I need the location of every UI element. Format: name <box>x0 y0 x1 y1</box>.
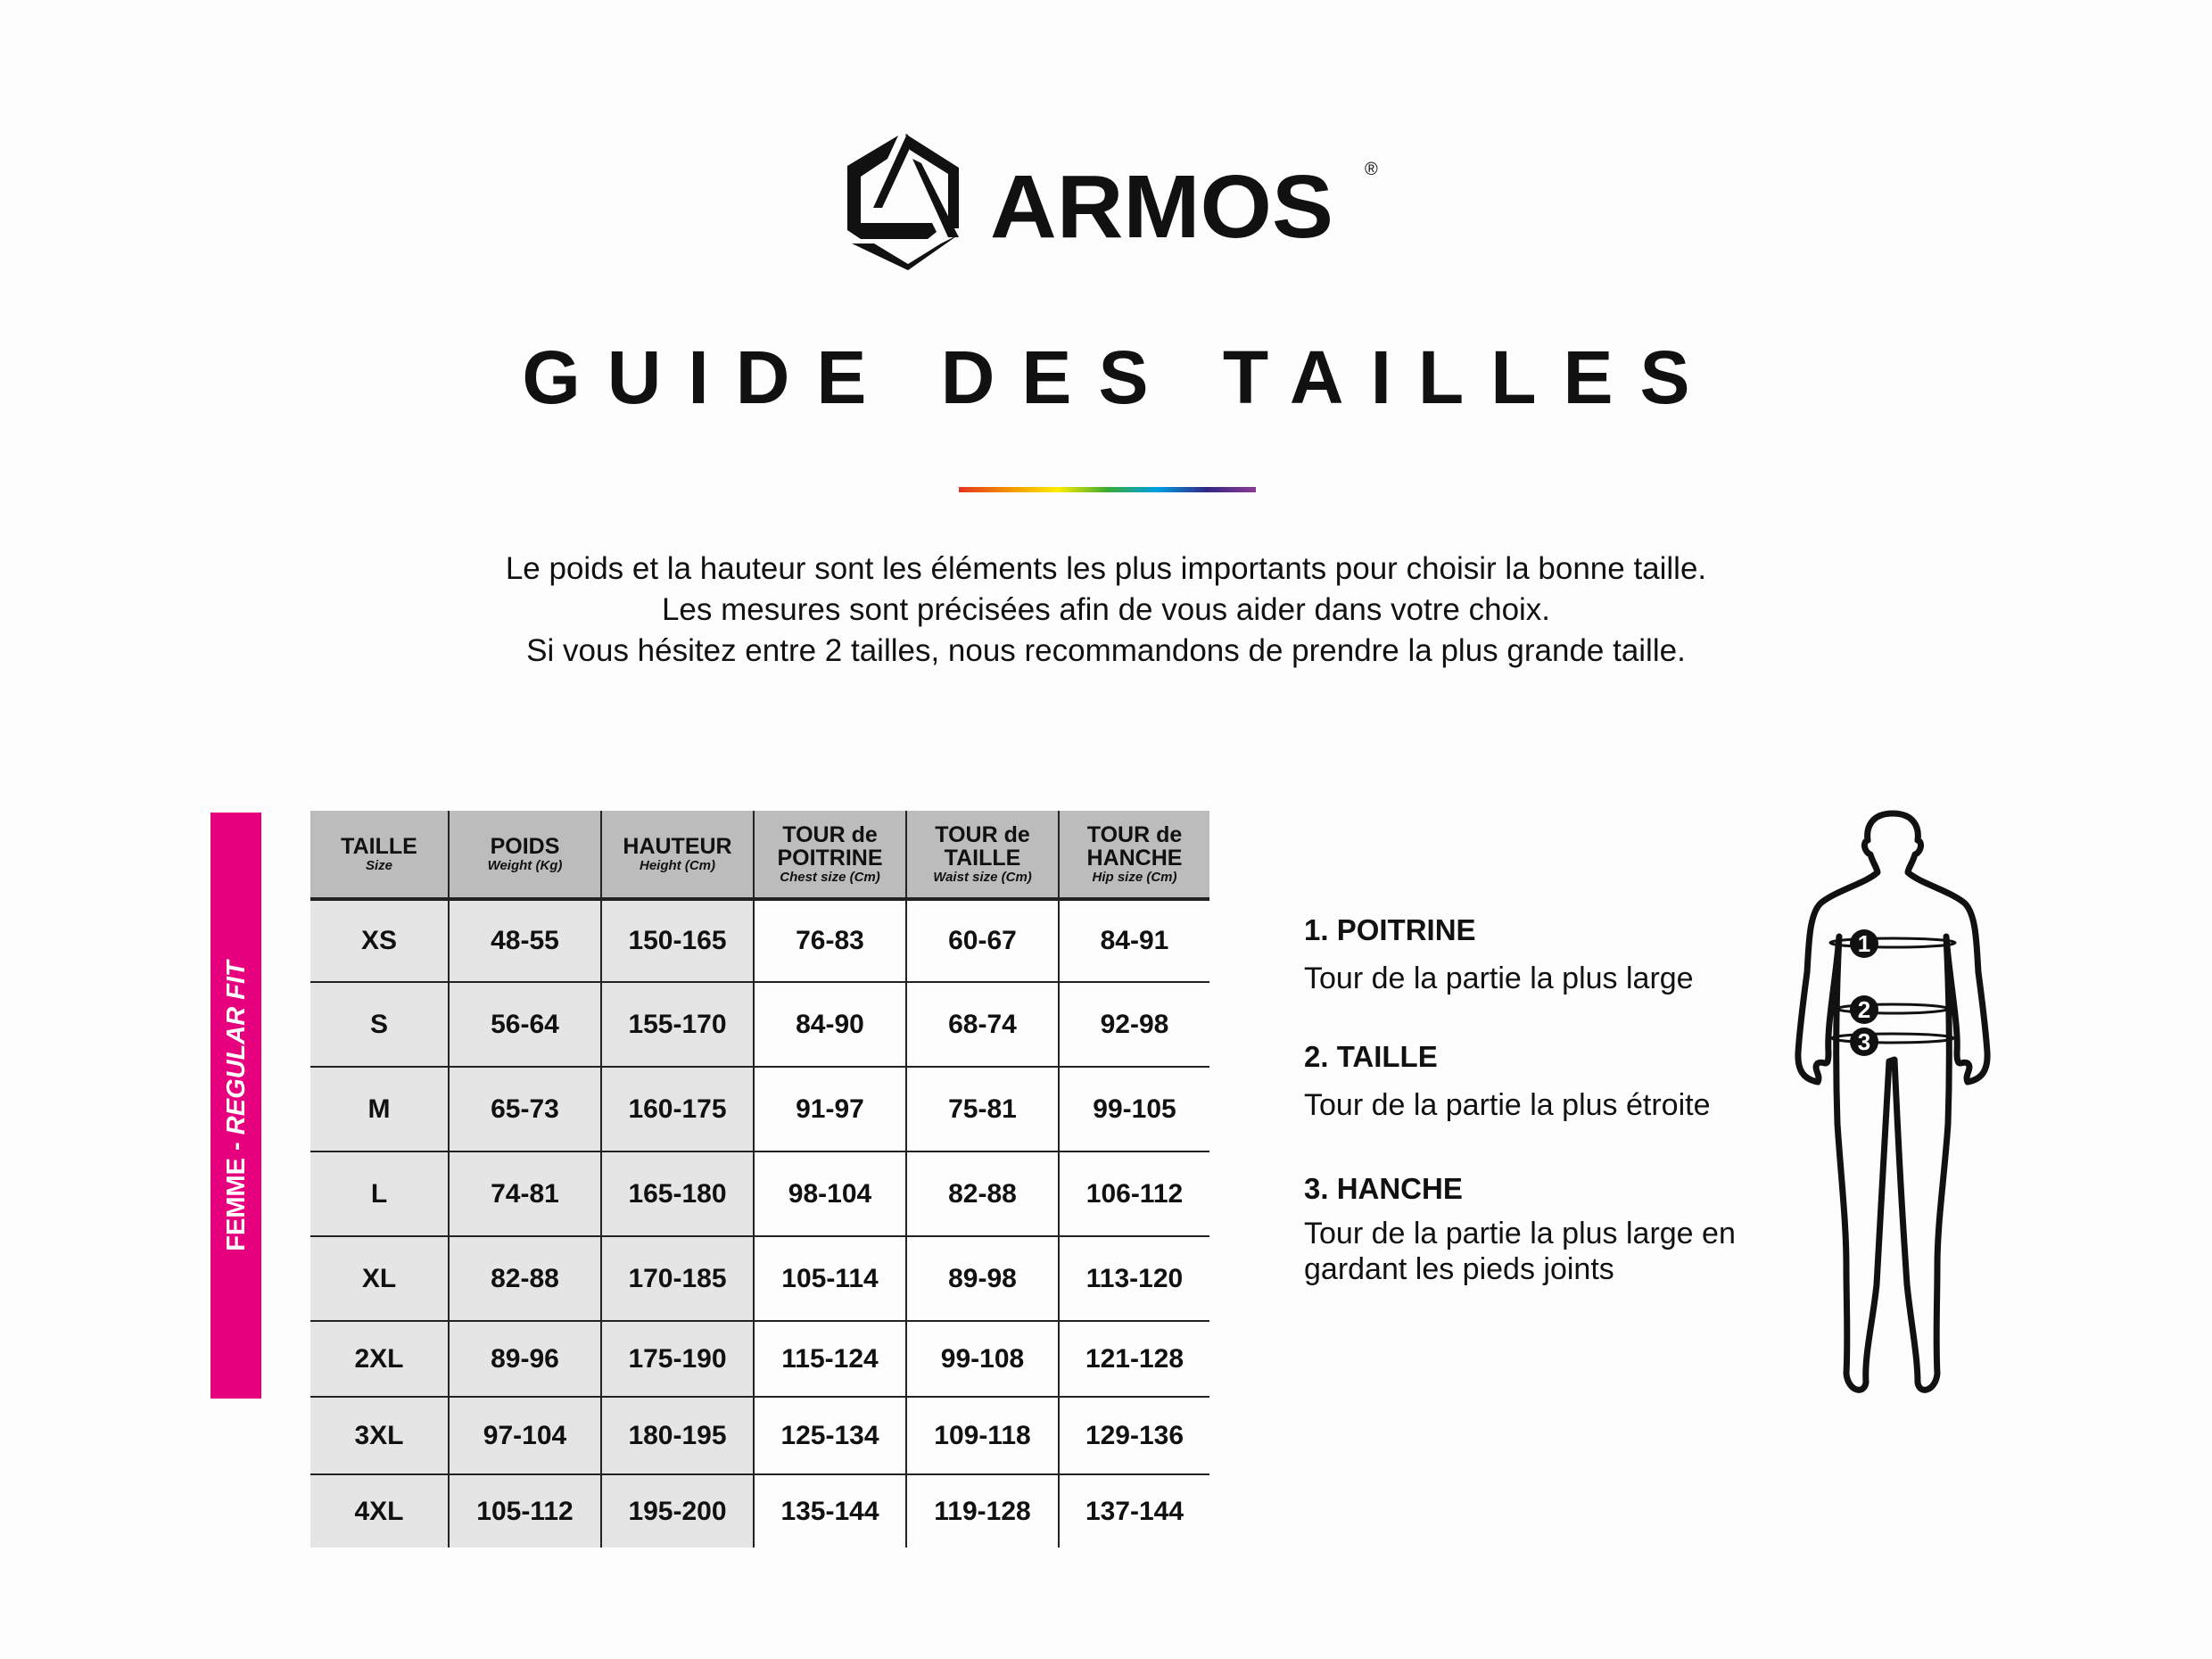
column-header <box>449 811 601 899</box>
size-cell: 2XL <box>310 1321 449 1397</box>
value-cell: 89-98 <box>906 1236 1059 1321</box>
value-cell: 98-104 <box>754 1151 906 1236</box>
rainbow-divider <box>959 487 1256 492</box>
value-cell: 76-83 <box>754 899 906 982</box>
value-cell: 84-91 <box>1059 899 1209 982</box>
intro-text <box>0 549 2212 672</box>
column-header <box>1059 811 1209 899</box>
column-header <box>754 811 906 899</box>
size-cell: XS <box>310 899 449 982</box>
measure-hanche <box>1304 1171 1768 1287</box>
marker-2: 2 <box>1857 996 1871 1023</box>
value-cell: 48-55 <box>449 899 601 982</box>
value-cell: 150-165 <box>601 899 754 982</box>
brand-name: ARMOS <box>990 157 1333 257</box>
value-cell: 68-74 <box>906 982 1059 1067</box>
value-cell: 105-112 <box>449 1474 601 1548</box>
fit-band <box>210 813 261 1399</box>
value-cell: 56-64 <box>449 982 601 1067</box>
header-title: HAUTEUR <box>623 833 732 859</box>
registered-mark: ® <box>1365 160 1378 179</box>
value-cell: 119-128 <box>906 1474 1059 1548</box>
value-cell: 82-88 <box>449 1236 601 1321</box>
measure-poitrine <box>1304 913 1694 996</box>
body-figure <box>1784 803 2007 1409</box>
header-title: TOUR de TAILLE <box>935 821 1030 871</box>
header-subtitle: Waist size (Cm) <box>933 869 1032 885</box>
measure-taille <box>1304 1040 1710 1123</box>
marker-1: 1 <box>1857 930 1871 957</box>
value-cell: 175-190 <box>601 1321 754 1397</box>
value-cell: 180-195 <box>601 1397 754 1474</box>
header-subtitle: Weight (Kg) <box>487 857 563 873</box>
value-cell: 129-136 <box>1059 1397 1209 1474</box>
header-title: TOUR de POITRINE <box>777 821 883 871</box>
value-cell: 137-144 <box>1059 1474 1209 1548</box>
value-cell: 91-97 <box>754 1067 906 1151</box>
header-title: TAILLE <box>341 833 417 859</box>
intro-line: Les mesures sont précisées afin de vous aider dans votre choix. <box>661 592 1551 627</box>
armos-logo <box>843 123 1396 270</box>
value-cell: 106-112 <box>1059 1151 1209 1236</box>
value-cell: 92-98 <box>1059 982 1209 1067</box>
header-subtitle: Hip size (Cm) <box>1092 869 1177 885</box>
size-cell: L <box>310 1151 449 1236</box>
table-row <box>310 899 1209 982</box>
value-cell: 160-175 <box>601 1067 754 1151</box>
value-cell: 60-67 <box>906 899 1059 982</box>
fit-band-text <box>221 961 252 1250</box>
value-cell: 121-128 <box>1059 1321 1209 1397</box>
header-subtitle: Chest size (Cm) <box>780 869 880 885</box>
value-cell: 105-114 <box>754 1236 906 1321</box>
value-cell: 75-81 <box>906 1067 1059 1151</box>
measure-title: 2. TAILLE <box>1304 1040 1438 1073</box>
fit-type: REGULAR FIT <box>221 960 251 1135</box>
size-cell: M <box>310 1067 449 1151</box>
table-row <box>310 1474 1209 1548</box>
value-cell: 84-90 <box>754 982 906 1067</box>
measure-desc: Tour de la partie la plus large en gardant les pieds joints <box>1304 1217 1736 1286</box>
logo-mark-icon <box>847 134 959 270</box>
header-title: POIDS <box>490 833 560 859</box>
value-cell: 97-104 <box>449 1397 601 1474</box>
value-cell: 82-88 <box>906 1151 1059 1236</box>
intro-line: Le poids et la hauteur sont les éléments les plus importants pour choisir la bonne taille. <box>505 551 1707 586</box>
value-cell: 195-200 <box>601 1474 754 1548</box>
column-header <box>310 811 449 899</box>
table-row <box>310 1067 1209 1151</box>
size-cell: 4XL <box>310 1474 449 1548</box>
table-row <box>310 1151 1209 1236</box>
size-cell: 3XL <box>310 1397 449 1474</box>
size-table <box>310 811 1209 1548</box>
table-row <box>310 1397 1209 1474</box>
page-title: GUIDE DES TAILLES <box>522 335 1717 419</box>
measure-desc: Tour de la partie la plus étroite <box>1304 1088 1711 1122</box>
table-row <box>310 1321 1209 1397</box>
value-cell: 115-124 <box>754 1321 906 1397</box>
value-cell: 135-144 <box>754 1474 906 1548</box>
value-cell: 109-118 <box>906 1397 1059 1474</box>
value-cell: 113-120 <box>1059 1236 1209 1321</box>
measure-title: 1. POITRINE <box>1304 913 1476 946</box>
value-cell: 155-170 <box>601 982 754 1067</box>
column-header <box>601 811 754 899</box>
measure-desc: Tour de la partie la plus large <box>1304 962 1694 995</box>
value-cell: 74-81 <box>449 1151 601 1236</box>
table-row <box>310 1236 1209 1321</box>
header-title: TOUR de HANCHE <box>1086 821 1183 871</box>
size-cell: XL <box>310 1236 449 1321</box>
value-cell: 165-180 <box>601 1151 754 1236</box>
value-cell: 99-105 <box>1059 1067 1209 1151</box>
fit-label: FEMME - <box>221 1134 251 1251</box>
size-cell: S <box>310 982 449 1067</box>
marker-3: 3 <box>1857 1028 1871 1055</box>
measure-title: 3. HANCHE <box>1304 1172 1463 1205</box>
value-cell: 170-185 <box>601 1236 754 1321</box>
value-cell: 99-108 <box>906 1321 1059 1397</box>
value-cell: 65-73 <box>449 1067 601 1151</box>
value-cell: 89-96 <box>449 1321 601 1397</box>
column-header <box>906 811 1059 899</box>
table-row <box>310 982 1209 1067</box>
value-cell: 125-134 <box>754 1397 906 1474</box>
header-subtitle: Size <box>365 857 392 873</box>
header-subtitle: Height (Cm) <box>640 857 715 873</box>
intro-line: Si vous hésitez entre 2 tailles, nous recommandons de prendre la plus grande taille. <box>526 633 1686 668</box>
